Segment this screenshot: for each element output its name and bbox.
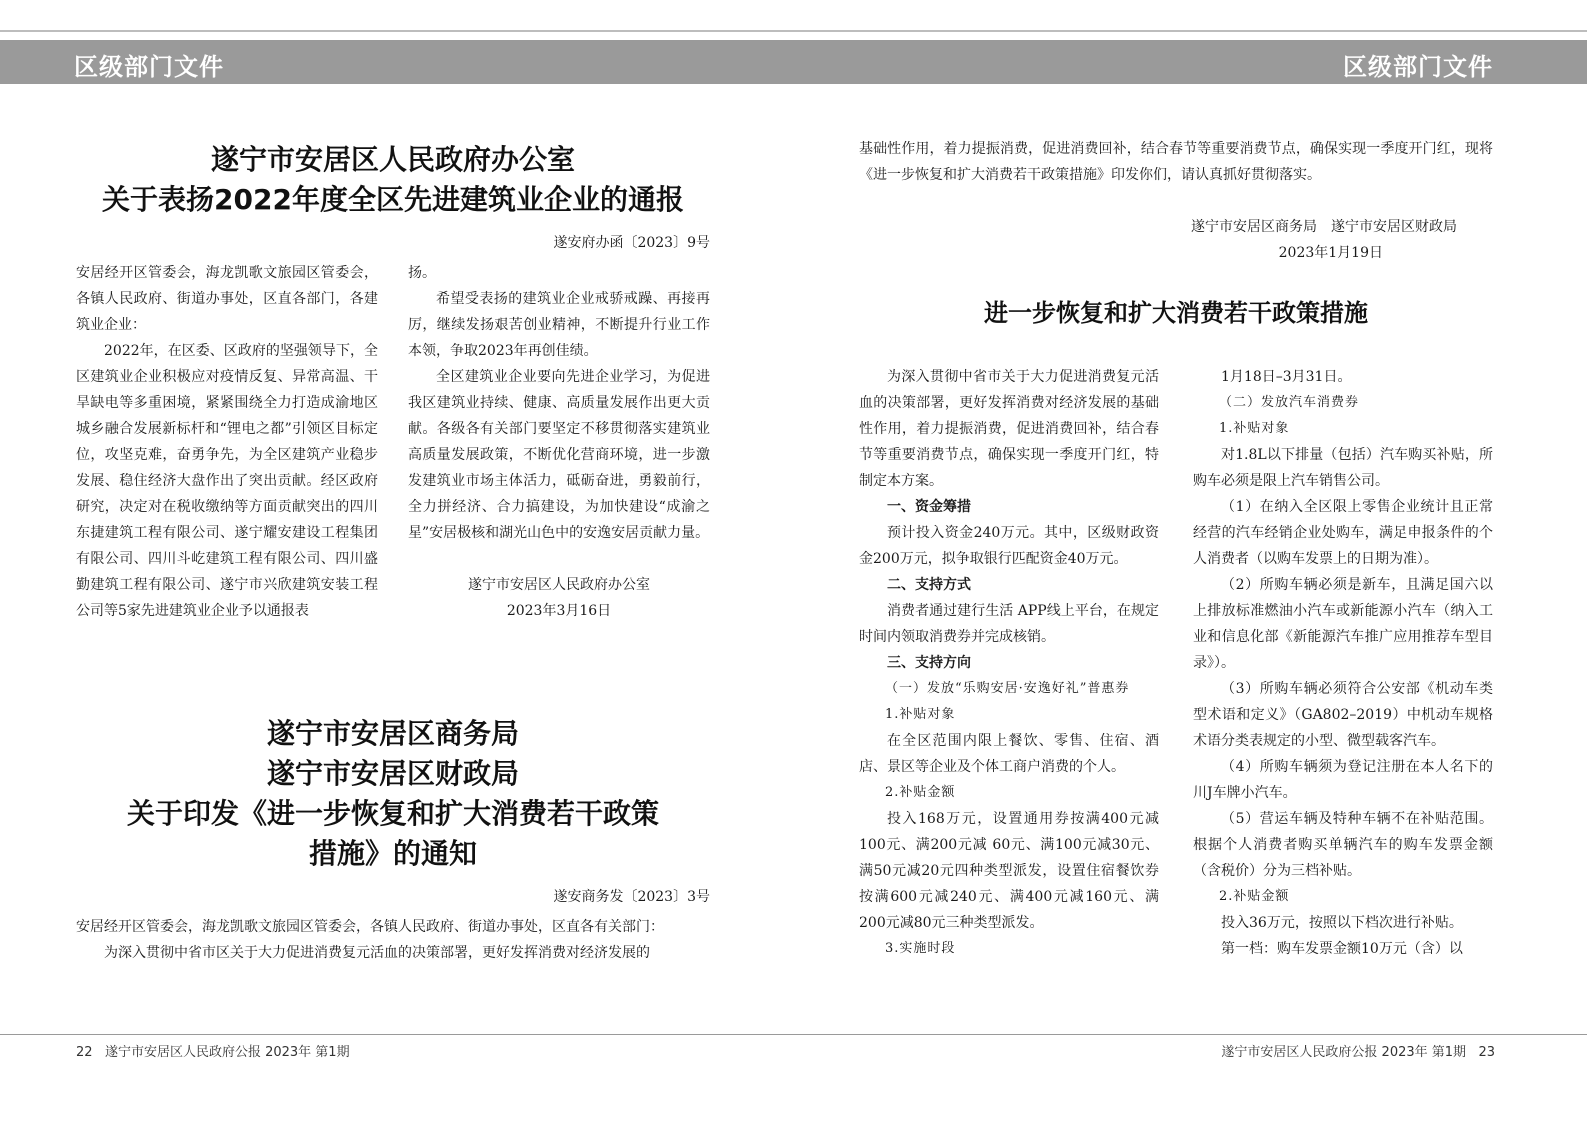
doc1-notice bbox=[76, 140, 710, 624]
doc1-addressee: 安居经开区管委会，海龙凯歌文旅园区管委会，各镇人民政府、街道办事处，区直各部门，各建筑业企业： bbox=[76, 265, 378, 333]
doc2-date: 2023年1月19日 bbox=[1278, 245, 1383, 261]
doc2-number: 遂安商务发〔2023〕3号 bbox=[553, 889, 710, 905]
right-footer-title: 遂宁市安居区人民政府公报 2023年 第1期 bbox=[1221, 1045, 1467, 1060]
measures-paragraph: （3）所购车辆必须符合公安部《机动车类型术语和定义》（GA802–2019）中机动车规格术语分类表规定的小型、微型载客汽车。 bbox=[1193, 681, 1493, 749]
left-page bbox=[0, 96, 793, 1036]
measures-subheading: 2.补贴金额 bbox=[1219, 889, 1290, 904]
measures-col1 bbox=[859, 364, 1159, 962]
right-footer bbox=[1221, 1041, 1495, 1060]
doc2-title-line3: 关于印发《进一步恢复和扩大消费若干政策 bbox=[126, 797, 659, 830]
measures-paragraph: 消费者通过建行生活 APP线上平台，在规定时间内领取消费券并完成核销。 bbox=[859, 603, 1159, 645]
doc2-addressee: 安居经开区管委会，海龙凯歌文旅园区管委会，各镇人民政府、街道办事处，区直各有关部门： bbox=[76, 919, 664, 935]
top-rule bbox=[0, 30, 1587, 32]
doc1-col2 bbox=[408, 260, 710, 624]
doc2-title-line2: 遂宁市安居区财政局 bbox=[266, 757, 519, 790]
measures-heading: 三、支持方向 bbox=[887, 655, 971, 671]
right-section-title: 区级部门文件 bbox=[1343, 53, 1493, 81]
left-footer-title: 遂宁市安居区人民政府公报 2023年 第1期 bbox=[104, 1045, 350, 1060]
doc2-title-line1: 遂宁市安居区商务局 bbox=[266, 717, 519, 750]
doc1-title-line2: 关于表扬2022年度全区先进建筑业企业的通报 bbox=[102, 183, 684, 216]
measures-paragraph: 预计投入资金240万元。其中，区级财政资金200万元，拟争取银行匹配资金40万元。 bbox=[859, 525, 1159, 567]
doc1-body bbox=[76, 260, 710, 624]
doc2-title bbox=[76, 714, 710, 874]
right-page-number: 23 bbox=[1478, 1045, 1495, 1060]
measures-paragraph: 在全区范围内限上餐饮、零售、住宿、酒店、景区等企业及个体工商户消费的个人。 bbox=[859, 733, 1159, 775]
doc1-paragraph: 2022年，在区委、区政府的坚强领导下，全区建筑业企业积极应对疫情反复、异常高温、干旱缺电等多重困境，紧紧围绕全力打造成渝地区城乡融合发展新标杆和“锂电之都”引领区目标定位，攻坚克难，奋勇争先，为全区建筑产业稳步发展、稳住经济大盘作出了突出贡献。经区政府研究，决定对在税收缴纳等方面贡献突出的四川东捷建筑工程有限公司、遂宁耀安建设工程集团有限公司、四川斗屹建筑工程有限公司、四川盛勤建筑工程有限公司、遂宁市兴欣建筑安装工程公司等5家先进建筑业企业予以通报表 bbox=[76, 343, 378, 619]
measures-paragraph: 1月18日–3月31日。 bbox=[1221, 369, 1352, 385]
doc2-notice bbox=[76, 714, 710, 966]
left-page-number: 22 bbox=[76, 1045, 93, 1060]
doc1-paragraph: 希望受表扬的建筑业企业戒骄戒躁、再接再厉，继续发扬艰苦创业精神，不断提升行业工作本领，争取2023年再创佳绩。 bbox=[408, 291, 710, 359]
measures-heading: 一、资金筹措 bbox=[887, 499, 971, 515]
measures-col2 bbox=[1193, 364, 1493, 962]
doc2-signature: 遂宁市安居区商务局 遂宁市安居区财政局 bbox=[1191, 219, 1457, 235]
left-section-title: 区级部门文件 bbox=[74, 53, 224, 81]
doc2-continued bbox=[859, 136, 1493, 266]
measures-paragraph: （4）所购车辆须为登记注册在本人名下的川J车牌小汽车。 bbox=[1193, 759, 1493, 801]
doc1-paragraph: 扬。 bbox=[408, 265, 436, 281]
doc2-title-line4: 措施》的通知 bbox=[308, 837, 477, 870]
measures-paragraph: 投入36万元，按照以下档次进行补贴。 bbox=[1221, 915, 1463, 931]
doc1-col1 bbox=[76, 260, 378, 624]
measures-title: 进一步恢复和扩大消费若干政策措施 bbox=[984, 299, 1368, 327]
left-footer bbox=[76, 1041, 350, 1060]
measures-subheading: 1.补贴对象 bbox=[1219, 421, 1290, 436]
measures-subheading: 3.实施时段 bbox=[885, 941, 956, 956]
right-page bbox=[793, 96, 1587, 1036]
measures-subheading: 2.补贴金额 bbox=[885, 785, 956, 800]
doc2-paragraph-continued: 基础性作用，着力提振消费，促进消费回补，结合春节等重要消费节点，确保实现一季度开门红，现将《进一步恢复和扩大消费若干政策措施》印发你们，请认真抓好贯彻落实。 bbox=[859, 141, 1493, 183]
doc1-date: 2023年3月16日 bbox=[506, 603, 612, 619]
measures-paragraph: （1）在纳入全区限上零售企业统计且正常经营的汽车经销企业处购车，满足申报条件的个人消费者（以购车发票上的日期为准）。 bbox=[1193, 499, 1493, 567]
measures-subheading: 1.补贴对象 bbox=[885, 707, 956, 722]
doc1-title-line1: 遂宁市安居区人民政府办公室 bbox=[210, 143, 575, 176]
section-header-bar bbox=[0, 40, 1587, 84]
doc1-paragraph: 全区建筑业企业要向先进企业学习，为促进我区建筑业持续、健康、高质量发展作出更大贡献。各级各有关部门要坚定不移贯彻落实建筑业高质量发展政策，不断优化营商环境，进一步激发建筑业市场主体活力，砥砺奋进，勇毅前行，全力拼经济、合力搞建设，为加快建设“成渝之星”安居极核和湖光山色中的安逸安居贡献力量。 bbox=[408, 369, 710, 541]
doc1-number: 遂安府办函〔2023〕9号 bbox=[553, 235, 710, 251]
measures-paragraph: 第一档：购车发票金额10万元（含）以 bbox=[1221, 941, 1463, 957]
measures-body bbox=[859, 364, 1493, 962]
doc1-signature: 遂宁市安居区人民政府办公室 bbox=[468, 577, 650, 593]
doc1-title bbox=[76, 140, 710, 220]
measures-paragraph: （2）所购车辆必须是新车，且满足国六以上排放标准燃油小汽车或新能源小汽车（纳入工业和信息化部《新能源汽车推广应用推荐车型目录》）。 bbox=[1193, 577, 1493, 671]
measures-subheading: （一）发放“乐购安居·安逸好礼”普惠券 bbox=[885, 681, 1130, 696]
measures-paragraph: 投入168万元，设置通用券按满400元减100元、满200元减 60元、满100元减30元、满50元减20元四种类型派发，设置住宿餐饮券按满600元减240元、满400元减160元、满200元减80元三种类型派发。 bbox=[859, 811, 1159, 931]
measures-paragraph: 为深入贯彻中省市关于大力促进消费复元活血的决策部署，更好发挥消费对经济发展的基础性作用，着力提振消费，促进消费回补，结合春节等重要消费节点，确保实现一季度开门红，特制定本方案。 bbox=[859, 369, 1159, 489]
doc2-paragraph: 为深入贯彻中省市区关于大力促进消费复元活血的决策部署，更好发挥消费对经济发展的 bbox=[104, 945, 650, 961]
footer-rule bbox=[0, 1034, 1587, 1035]
measures-paragraph: （5）营运车辆及特种车辆不在补贴范围。根据个人消费者购买单辆汽车的购车发票金额（含税价）分为三档补贴。 bbox=[1193, 811, 1493, 879]
measures-heading: 二、支持方式 bbox=[887, 577, 971, 593]
measures-paragraph: 对1.8L以下排量（包括）汽车购买补贴，所购车必须是限上汽车销售公司。 bbox=[1193, 447, 1493, 489]
measures-subheading: （二）发放汽车消费券 bbox=[1219, 395, 1360, 410]
